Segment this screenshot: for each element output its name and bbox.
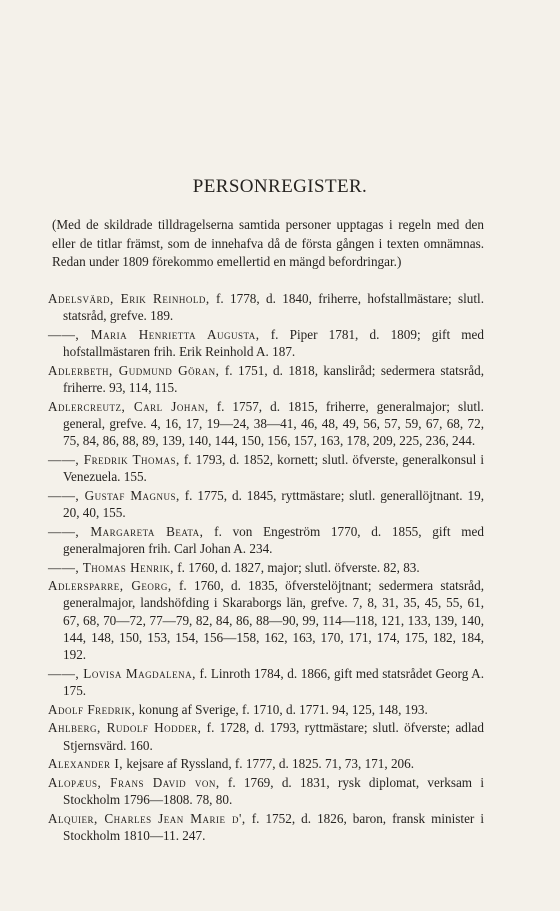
entry-name: Alquier, Charles Jean Marie d', bbox=[48, 810, 246, 826]
entry-text: konung af Sverige, f. 1710, d. 1771. 94, 125, 148, 193. bbox=[135, 701, 428, 717]
register-entry bbox=[48, 451, 484, 485]
entry-name: Ahlberg, Rudolf Hodder, bbox=[48, 720, 202, 736]
entry-text: f. 1757, d. 1815, friherre, generalmajor; slutl. general, grefve. 4, 16, 17, 19—24, 38—41, 46, 48, 49, 56, 57, 59, 67, 68, 72, 75, 84, 86, 88, 89, 139, 140, 144, 150, 156, 157, 163, 178, 209, 225, 236, 244. bbox=[63, 398, 484, 449]
register-entry bbox=[48, 559, 484, 576]
register-entry bbox=[48, 701, 484, 718]
entry-text: f. von Engeström 1770, d. 1855, gift med generalmajoren frih. Carl Johan A. 234. bbox=[63, 523, 485, 556]
entry-name: Adlersparre, Georg, bbox=[48, 578, 172, 594]
entry-name: Adolf Fredrik, bbox=[48, 701, 136, 717]
register-entry bbox=[48, 523, 484, 557]
register-entry bbox=[48, 290, 484, 324]
register-entry bbox=[48, 487, 484, 521]
register-entry bbox=[48, 774, 484, 808]
entry-text: f. Linroth 1784, d. 1866, gift med statsrådet Georg A. 175. bbox=[63, 665, 484, 698]
entry-name: Adlercreutz, Carl Johan, bbox=[48, 398, 209, 414]
entry-name: ——, Fredrik Thomas, bbox=[48, 451, 180, 467]
page-title: PERSONREGISTER. bbox=[192, 176, 368, 197]
entry-name: ——, Lovisa Magdalena, bbox=[48, 665, 196, 681]
entry-text: f. Piper 1781, d. 1809; gift med hofstallmästaren frih. Erik Reinhold A. 187. bbox=[63, 326, 485, 360]
entry-name: ——, Gustaf Magnus, bbox=[48, 487, 180, 503]
entry-name: Adelsvärd, Erik Reinhold, bbox=[48, 291, 210, 306]
entry-text: f. 1760, d. 1835, öfverstelöjtnant; sedermera statsråd, generalmajor, landshöfding i Skaraborgs län, grefve. 7, 8, 31, 35, 45, 55, 61, 67, 68, 70—72, 77—79, 82, 84, 86, 88—90, 99, 114—118, 121, 133, 139, 140, 144, 148, 150, 153, 154, 156—158, 162, 163, 170, 171, 174, 175, 182, 184, 192. bbox=[63, 578, 484, 663]
entry-name: Alopæus, Frans David von, bbox=[48, 774, 220, 790]
register-entry bbox=[48, 810, 484, 844]
register-entry bbox=[48, 577, 484, 663]
entry-name: ——, Thomas Henrik, bbox=[48, 559, 174, 575]
entry-name: Adlerbeth, Gudmund Göran, bbox=[48, 362, 220, 378]
entry-text: f. 1769, d. 1831, rysk diplomat, verksam i Stockholm 1796—1808. 78, 80. bbox=[63, 774, 485, 808]
entry-text: f. 1752, d. 1826, baron, fransk minister i Stockholm 1810—11. 247. bbox=[63, 810, 484, 844]
entry-name: ——, Margareta Beata, bbox=[48, 523, 204, 539]
entry-text: f. 1728, d. 1793, ryttmästare; slutl. öfverste; adlad Stjernsvärd. 160. bbox=[63, 720, 485, 753]
entry-name: Alexander I, bbox=[48, 756, 124, 772]
register-entry bbox=[48, 362, 484, 396]
register-entry bbox=[48, 398, 484, 450]
entry-text: f. 1775, d. 1845, ryttmästare; slutl. generallöjtnant. 19, 20, 40, 155. bbox=[63, 487, 485, 520]
entry-text: f. 1793, d. 1852, kornett; slutl. öfverste, generalkonsul i Venezuela. 155. bbox=[63, 451, 484, 485]
register-entry bbox=[48, 719, 484, 753]
entry-text: f. 1751, d. 1818, kansliråd; sedermera statsråd, friherre. 93, 114, 115. bbox=[63, 362, 485, 396]
register-entries bbox=[48, 290, 484, 846]
register-entry bbox=[48, 665, 484, 699]
register-entry bbox=[48, 755, 484, 772]
entry-name: ——, Maria Henrietta Augusta, bbox=[48, 326, 260, 342]
entry-text: f. 1760, d. 1827, major; slutl. öfverste. 82, 83. bbox=[173, 559, 420, 575]
intro-paragraph: (Med de skildrade tilldragelserna samtida personer upptagas i regeln med den eller de titlar främst, som de innehafva då de första gången i texten omnämnas. Redan under 1809 förekommo emellertid en mängd befordringar.) bbox=[52, 217, 484, 269]
entry-text: f. 1778, d. 1840, friherre, hofstallmästare; slutl. statsråd, grefve. 189. bbox=[63, 291, 484, 324]
entry-text: kejsare af Ryssland, f. 1777, d. 1825. 71, 73, 171, 206. bbox=[123, 756, 415, 772]
register-entry bbox=[48, 326, 484, 360]
